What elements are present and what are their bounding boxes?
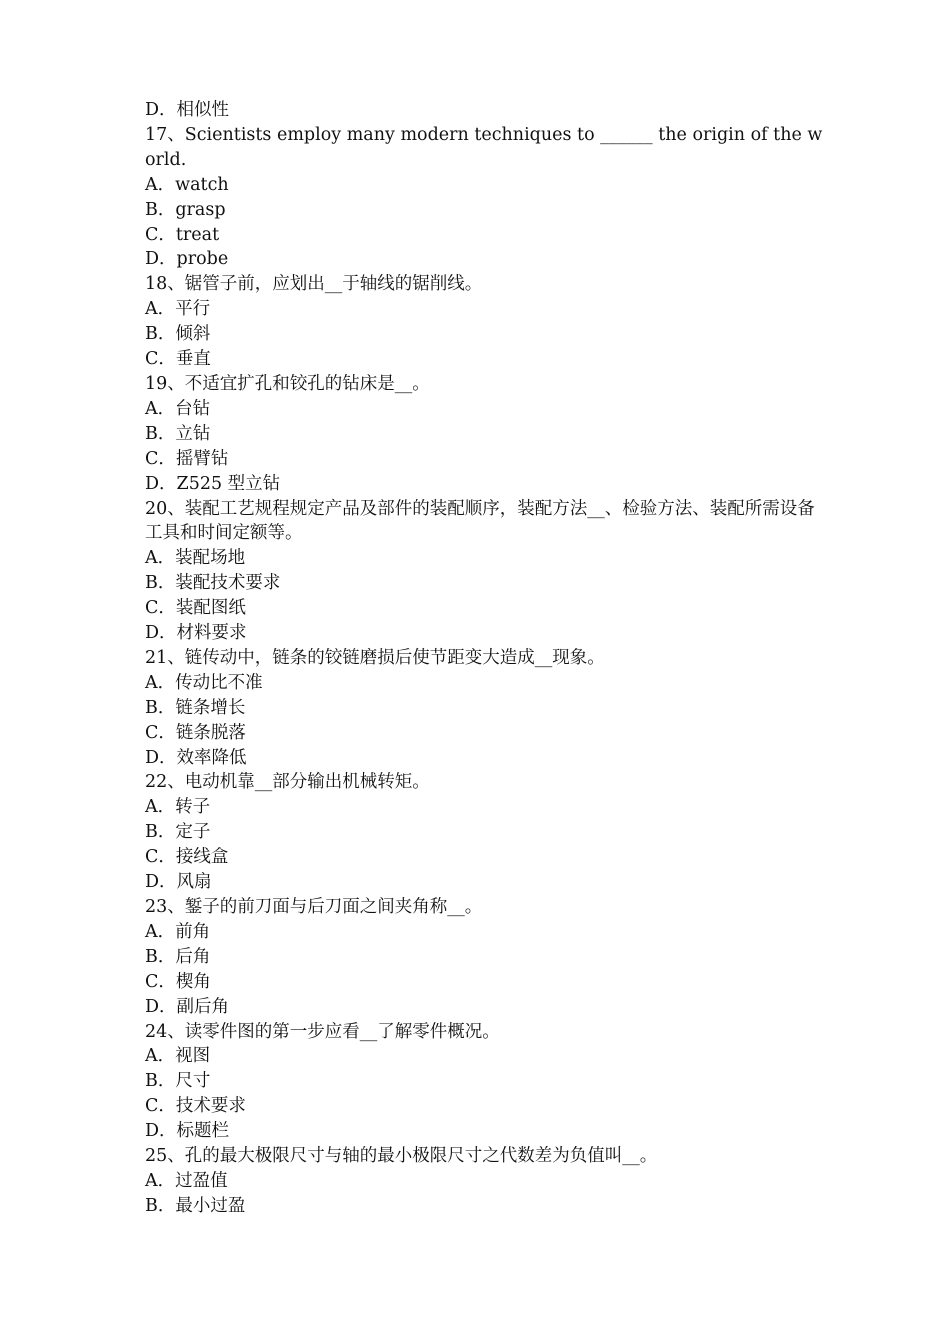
option-b: B．定子 (145, 822, 211, 843)
option-a: A．传动比不准 (145, 672, 263, 693)
option-d: D．材料要求 (145, 623, 247, 644)
question-24: 24、读零件图的第一步应看__了解零件概况。 (145, 1021, 500, 1042)
option-a: A．平行 (145, 299, 211, 320)
option-d: D．probe (145, 249, 229, 270)
option-c: C．楔角 (145, 971, 211, 992)
question-18: 18、锯管子前，应划出__于轴线的锯削线。 (145, 274, 483, 295)
option-a: A．转子 (145, 797, 211, 818)
option-d: D．风扇 (145, 872, 212, 893)
option-d: D．Z525 型立钻 (145, 473, 281, 494)
option-a: A．装配场地 (145, 548, 246, 569)
option-d: D．副后角 (145, 996, 230, 1017)
option-a: A．视图 (145, 1046, 211, 1067)
option-c: C．装配图纸 (145, 598, 246, 619)
option-c: C．技术要求 (145, 1096, 246, 1117)
option-b: B．尺寸 (145, 1071, 211, 1092)
option-a: A．watch (145, 174, 229, 195)
option-d: D．相似性 (145, 100, 230, 120)
option-c: C．垂直 (145, 349, 211, 370)
option-b: B．装配技术要求 (145, 573, 281, 594)
option-b: B．链条增长 (145, 697, 246, 718)
question-20: 20、装配工艺规程规定产品及部件的装配顺序，装配方法__、检验方法、装配所需设备工具和时间定额等。 (145, 498, 815, 544)
option-b: B．倾斜 (145, 324, 211, 345)
question-25: 25、孔的最大极限尺寸与轴的最小极限尺寸之代数差为负值叫__。 (145, 1146, 658, 1167)
option-c: C．链条脱落 (145, 722, 246, 743)
option-a: A．台钻 (145, 398, 211, 419)
option-b: B．最小过盈 (145, 1195, 246, 1216)
option-c: C．摇臂钻 (145, 448, 229, 469)
question-23: 23、錾子的前刀面与后刀面之间夹角称__。 (145, 897, 483, 917)
question-17: 17、Scientists employ many modern techniques to ______ the origin of the world. (145, 124, 823, 170)
option-c: C．treat (145, 224, 220, 245)
option-a: A．前角 (145, 921, 211, 942)
option-d: D．标题栏 (145, 1121, 230, 1142)
option-b: B．后角 (145, 946, 211, 967)
question-21: 21、链传动中，链条的铰链磨损后使节距变大造成__现象。 (145, 647, 605, 668)
option-b: B．grasp (145, 199, 226, 220)
question-22: 22、电动机靠__部分输出机械转矩。 (145, 772, 430, 793)
option-c: C．接线盒 (145, 847, 229, 868)
option-b: B．立钻 (145, 423, 211, 444)
question-19: 19、不适宜扩孔和铰孔的钻床是__。 (145, 373, 430, 394)
option-d: D．效率降低 (145, 747, 247, 768)
option-a: A．过盈值 (145, 1170, 228, 1191)
question-list (145, 98, 825, 1219)
